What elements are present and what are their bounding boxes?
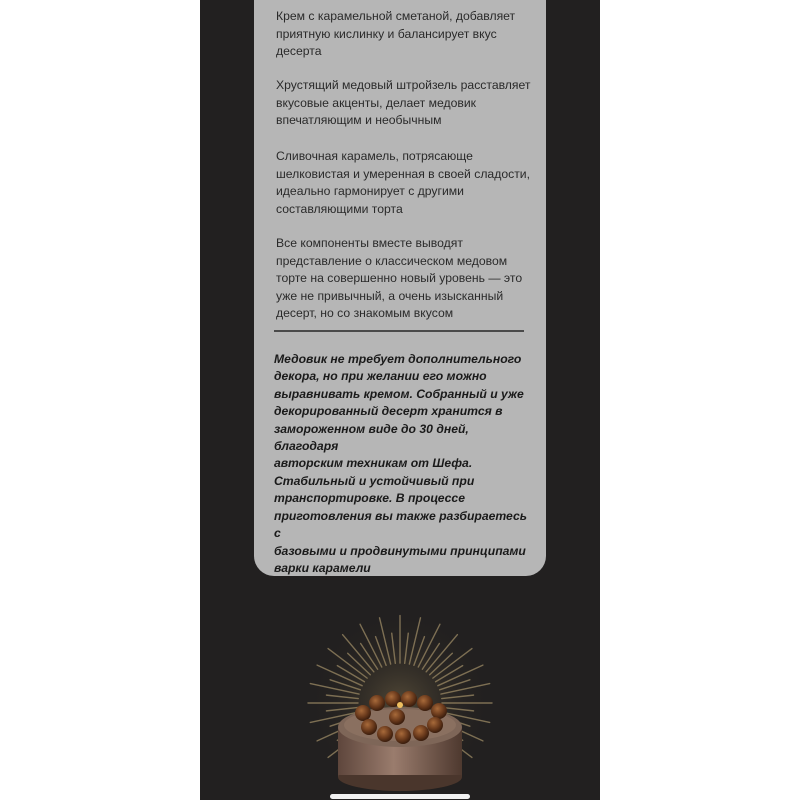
truffle-decoration <box>395 728 411 744</box>
truffle-decoration <box>401 691 417 707</box>
description-paragraph: Крем с карамельной сметаной, добавляет приятную кислинку и балансирует вкус десерта <box>276 9 516 59</box>
description-paragraph: Все компоненты вместе выводят представление о классическом медовом торте на совершенно новый уровень — это уже не привычный, а очень изысканный десерт, но со знакомым вкусом <box>276 236 523 321</box>
page-content <box>200 0 600 800</box>
home-indicator <box>330 794 470 799</box>
truffle-decoration <box>369 695 385 711</box>
truffle-decoration <box>427 717 443 733</box>
description-paragraph: Хрустящий медовый штройзель расставляет вкусовые акценты, делает медовик впечатляющим и необычным <box>276 78 531 128</box>
truffle-decoration <box>413 725 429 741</box>
truffle-decoration <box>389 709 405 725</box>
description-paragraph: Сливочная карамель, потрясающе шелковистая и умеренная в своей сладости, идеально гармонирует с другими составляющими торта <box>276 149 530 216</box>
truffle-decoration <box>355 705 371 721</box>
transport-note: Стабильный и устойчивый при транспортировке. В процессе приготовления вы также разбираетесь с базовыми и продвинутыми принципами варки карамели <box>274 474 528 576</box>
truffle-decoration <box>417 695 433 711</box>
truffle-decoration <box>431 703 447 719</box>
truffle-decoration <box>377 726 393 742</box>
divider <box>274 330 524 332</box>
truffle-decoration <box>361 719 377 735</box>
description-card <box>254 0 546 576</box>
storage-note: Медовик не требует дополнительного декора, но при желании его можно выравнивать кремом. Собранный и уже декорированный десерт хранится в замороженном виде до 30 дней, благодаря авторским техникам от Шефа. <box>274 352 524 471</box>
cake-image <box>285 605 515 800</box>
